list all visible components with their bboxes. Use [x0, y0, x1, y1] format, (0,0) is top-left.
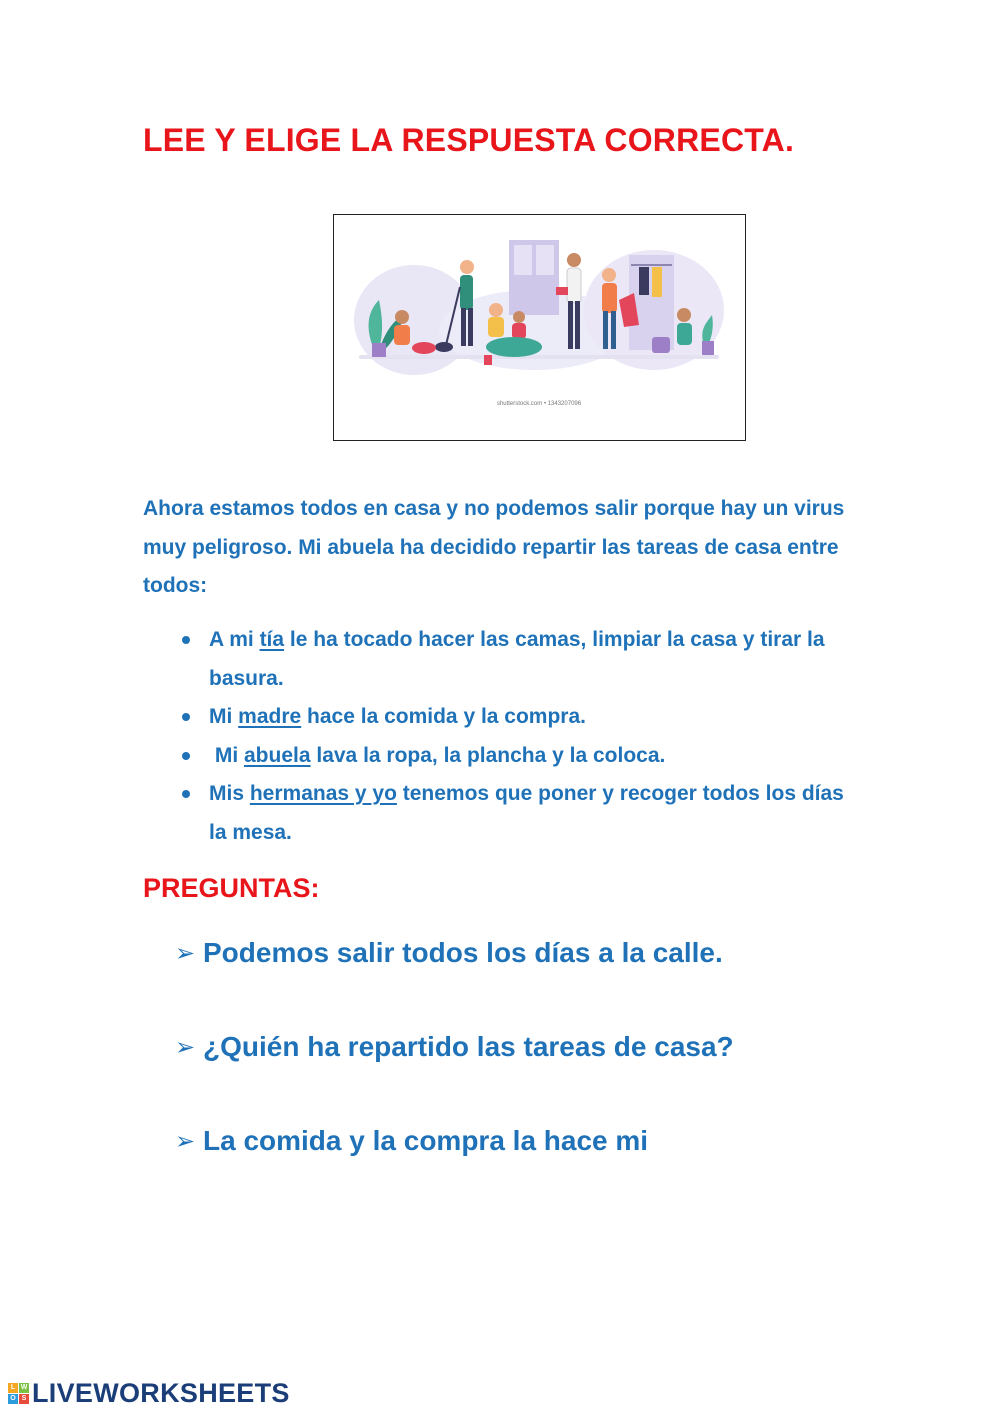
family-member: abuela [244, 743, 311, 767]
questions-heading: PREGUNTAS: [143, 873, 320, 903]
family-cleaning-image [334, 215, 744, 439]
question-3: ➢ La comida y la compra la hace mi [175, 1125, 649, 1156]
question-1: ➢ Podemos salir todos los días a la calle. [175, 937, 723, 968]
family-member: madre [238, 705, 302, 728]
list-item: Mi abuela lava la ropa, la plancha y la coloca. [209, 737, 849, 776]
arrow-icon: ➢ [175, 1128, 196, 1155]
logo-blocks-icon: L W O S [8, 1383, 29, 1404]
stock-caption: shutterstock.com • 1343207096 [496, 401, 582, 407]
question-2: ➢ ¿Quién ha repartido las tareas de casa? [175, 1031, 734, 1062]
chores-list [209, 621, 849, 852]
household-chores-illustration [333, 214, 746, 441]
worksheet-title: LEE Y ELIGE LA RESPUESTA CORRECTA. [143, 122, 795, 158]
list-item: A mi tía le ha tocado hacer las camas, limpiar la casa y tirar la basura. [209, 621, 849, 698]
arrow-icon: ➢ [175, 940, 196, 967]
liveworksheets-logo[interactable] [8, 1378, 290, 1409]
list-item: Mi madre hace la comida y la compra. [209, 698, 849, 737]
brand-name: LIVEWORKSHEETS [32, 1378, 290, 1408]
arrow-icon: ➢ [175, 1034, 196, 1061]
intro-paragraph: Ahora estamos todos en casa y no podemos salir porque hay un virus muy peligroso. Mi abuela ha decidido repartir las tareas de casa entre todos: [143, 497, 845, 597]
family-member: tía [259, 628, 285, 651]
family-member: hermanas y yo [249, 782, 397, 805]
list-item: Mis hermanas y yo tenemos que poner y recoger todos los días la mesa. [209, 775, 849, 852]
